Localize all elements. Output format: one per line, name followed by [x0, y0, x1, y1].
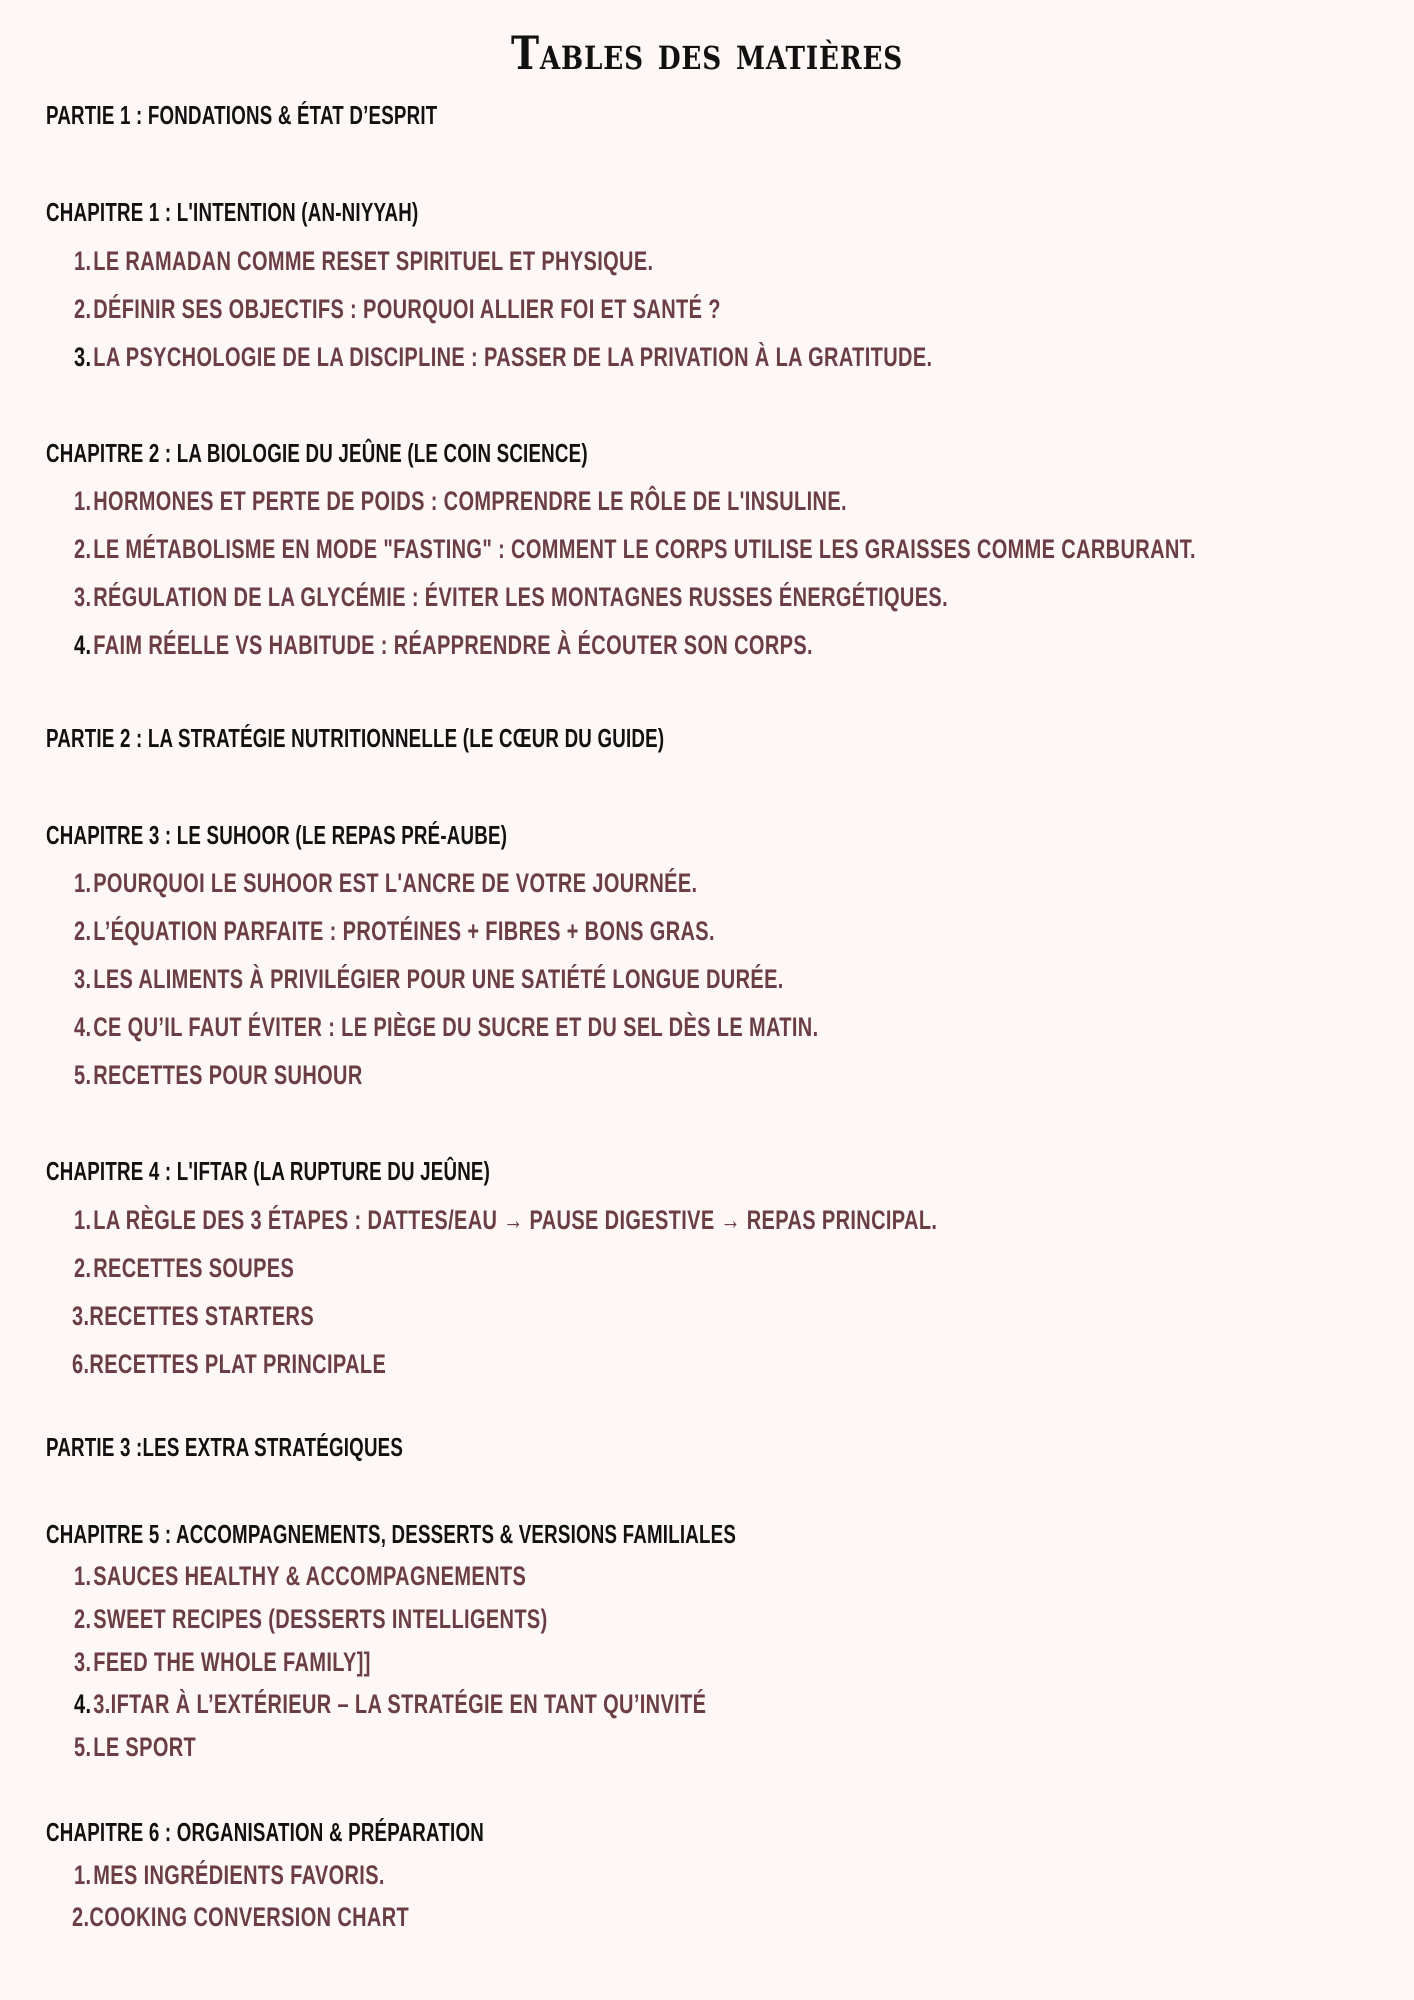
toc-item-label: MES INGRÉDIENTS FAVORIS.	[93, 1860, 385, 1890]
toc-item-number: 6.	[72, 1349, 90, 1379]
toc-item-number: 2.	[74, 1253, 92, 1283]
toc-item	[72, 1301, 314, 1332]
toc-item-number: 2.	[74, 534, 92, 564]
toc-item	[74, 1060, 363, 1091]
toc-item-label: CE QU’IL FAUT ÉVITER : LE PIÈGE DU SUCRE ET DU SEL DÈS LE MATIN.	[93, 1012, 819, 1042]
toc-item-label: RECETTES PLAT PRINCIPALE	[89, 1349, 387, 1379]
toc-item-label: RÉGULATION DE LA GLYCÉMIE : ÉVITER LES MONTAGNES RUSSES ÉNERGÉTIQUES.	[93, 582, 949, 612]
chapter-heading: CHAPITRE 6 : ORGANISATION & PRÉPARATION	[46, 1817, 484, 1847]
toc-item-number: 3.	[74, 582, 92, 612]
part-heading: PARTIE 3 :LES EXTRA STRATÉGIQUES	[46, 1432, 404, 1462]
toc-item-label: COOKING CONVERSION CHART	[89, 1902, 410, 1932]
toc-item-label: SWEET RECIPES (DESSERTS INTELLIGENTS)	[93, 1604, 548, 1634]
toc-item	[74, 630, 813, 661]
toc-item-number: 5.	[74, 1732, 92, 1762]
toc-item-number: 4.	[74, 1012, 92, 1042]
toc-item-label: L’ÉQUATION PARFAITE : PROTÉINES + FIBRES + BONS GRAS.	[93, 916, 715, 946]
toc-item-label: DÉFINIR SES OBJECTIFS : POURQUOI ALLIER FOI ET SANTÉ ?	[93, 294, 721, 324]
part-heading: PARTIE 1 : FONDATIONS & ÉTAT D’ESPRIT	[46, 100, 438, 130]
toc-item	[74, 1012, 819, 1043]
toc-item	[72, 1902, 409, 1933]
toc-item	[74, 1205, 937, 1236]
toc-item-number: 2.	[74, 1604, 92, 1634]
part-heading: PARTIE 2 : LA STRATÉGIE NUTRITIONNELLE (LE CŒUR DU GUIDE)	[46, 723, 665, 753]
toc-item-label: RECETTES POUR SUHOUR	[93, 1060, 363, 1090]
toc-item	[74, 1732, 196, 1763]
toc-item-label: FAIM RÉELLE VS HABITUDE : RÉAPPRENDRE À ÉCOUTER SON CORPS.	[93, 630, 813, 660]
toc-item	[74, 1860, 385, 1891]
toc-item-label: FEED THE WHOLE FAMILY]]	[93, 1647, 371, 1677]
toc-item-label: LE RAMADAN COMME RESET SPIRITUEL ET PHYSIQUE.	[93, 246, 654, 276]
toc-item-label: 3.IFTAR À L’EXTÉRIEUR – LA STRATÉGIE EN TANT QU’INVITÉ	[93, 1689, 707, 1719]
chapter-heading: CHAPITRE 1 : L'INTENTION (AN-NIYYAH)	[46, 197, 419, 227]
chapter-heading: CHAPITRE 4 : L'IFTAR (LA RUPTURE DU JEÛNE)	[46, 1156, 491, 1186]
toc-item-label: SAUCES HEALTHY & ACCOMPAGNEMENTS	[93, 1561, 527, 1591]
toc-item	[74, 1604, 548, 1635]
toc-item-number: 1.	[74, 246, 92, 276]
toc-item	[74, 534, 1196, 565]
toc-item	[74, 964, 784, 995]
toc-item-number: 5.	[74, 1060, 92, 1090]
toc-item-label: LA RÈGLE DES 3 ÉTAPES : DATTES/EAU → PAUSE DIGESTIVE → REPAS PRINCIPAL.	[93, 1205, 938, 1235]
toc-item-number: 4.	[74, 630, 92, 660]
toc-item-number: 1.	[74, 1860, 92, 1890]
toc-item-number: 2.	[72, 1902, 90, 1932]
chapter-heading: CHAPITRE 2 : LA BIOLOGIE DU JEÛNE (LE COIN SCIENCE)	[46, 438, 588, 468]
toc-item-number: 3.	[74, 1647, 92, 1677]
toc-item	[74, 868, 697, 899]
toc-item	[74, 342, 932, 373]
toc-item-label: LES ALIMENTS À PRIVILÉGIER POUR UNE SATIÉTÉ LONGUE DURÉE.	[93, 964, 784, 994]
page-title: Tables des matières	[510, 26, 904, 80]
toc-item	[74, 1253, 294, 1284]
toc-item-number: 4.	[74, 1689, 92, 1719]
toc-item-label: RECETTES SOUPES	[93, 1253, 295, 1283]
toc-item	[74, 294, 721, 325]
toc-item-label: POURQUOI LE SUHOOR EST L'ANCRE DE VOTRE JOURNÉE.	[93, 868, 698, 898]
toc-item	[74, 916, 715, 947]
chapter-heading: CHAPITRE 3 : LE SUHOOR (LE REPAS PRÉ-AUBE)	[46, 820, 508, 850]
toc-item	[74, 1561, 526, 1592]
toc-item-number: 1.	[74, 486, 92, 516]
toc-item-label: RECETTES STARTERS	[89, 1301, 315, 1331]
toc-item	[74, 1689, 706, 1720]
toc-item-number: 2.	[74, 294, 92, 324]
toc-item-label: LE SPORT	[93, 1732, 197, 1762]
toc-item	[74, 1647, 371, 1678]
toc-item-label: LE MÉTABOLISME EN MODE "FASTING" : COMMENT LE CORPS UTILISE LES GRAISSES COMME CARBURANT.	[93, 534, 1196, 564]
toc-item-number: 1.	[74, 1561, 92, 1591]
toc-item-number: 3.	[74, 342, 92, 372]
toc-item-number: 3.	[74, 964, 92, 994]
toc-item	[74, 582, 948, 613]
toc-item	[74, 486, 847, 517]
toc-item	[72, 1349, 386, 1380]
chapter-heading: CHAPITRE 5 : ACCOMPAGNEMENTS, DESSERTS & VERSIONS FAMILIALES	[46, 1519, 737, 1549]
toc-item-label: HORMONES ET PERTE DE POIDS : COMPRENDRE LE RÔLE DE L'INSULINE.	[93, 486, 847, 516]
toc-item-number: 2.	[74, 916, 92, 946]
toc-item-number: 1.	[74, 868, 92, 898]
toc-item	[74, 246, 653, 277]
toc-item-label: LA PSYCHOLOGIE DE LA DISCIPLINE : PASSER DE LA PRIVATION À LA GRATITUDE.	[93, 342, 933, 372]
toc-item-number: 3.	[72, 1301, 90, 1331]
toc-item-number: 1.	[74, 1205, 92, 1235]
